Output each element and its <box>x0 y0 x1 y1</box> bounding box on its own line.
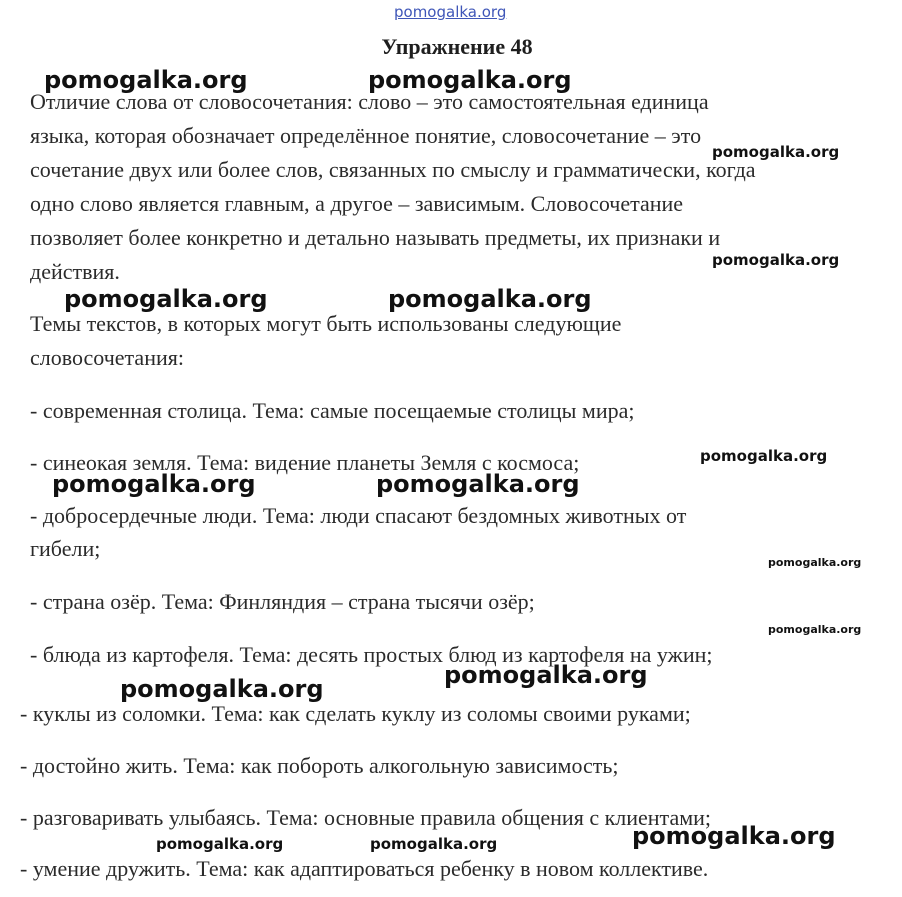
paragraph1-line-6: действия. <box>30 259 120 284</box>
list-item-7: - достойно жить. Тема: как побороть алкогольную зависимость; <box>20 753 619 778</box>
list-item-8: - разговаривать улыбаясь. Тема: основные правила общения с клиентами; <box>20 805 712 830</box>
watermark: pomogalka.org <box>712 143 840 161</box>
paragraph1-line-3: сочетание двух или более слов, связанных по смыслу и грамматически, когда <box>30 157 756 182</box>
list-item-4: - страна озёр. Тема: Финляндия – страна тысячи озёр; <box>30 589 535 614</box>
site-link[interactable]: pomogalka.org <box>394 3 507 21</box>
list-item-2: - синеокая земля. Тема: видение планеты Земля с космоса; <box>30 450 580 475</box>
watermark: pomogalka.org <box>156 835 284 853</box>
watermark: pomogalka.org <box>370 835 498 853</box>
paragraph2-line-1: Темы текстов, в которых могут быть использованы следующие <box>30 311 622 336</box>
watermark: pomogalka.org <box>120 675 324 703</box>
paragraph1-line-5: позволяет более конкретно и детально называть предметы, их признаки и <box>30 225 721 250</box>
list-item-3: - добросердечные люди. Тема: люди спасают бездомных животных от <box>30 503 687 528</box>
exercise-title: Упражнение 48 <box>381 34 533 59</box>
watermark: pomogalka.org <box>368 66 572 94</box>
watermark: pomogalka.org <box>700 447 828 465</box>
paragraph1-line-4: одно слово является главным, а другое – зависимым. Словосочетание <box>30 191 684 216</box>
paragraph1-line-1: Отличие слова от словосочетания: слово – это самостоятельная единица <box>30 89 709 114</box>
watermark: pomogalka.org <box>388 285 592 313</box>
list-item-6: - куклы из соломки. Тема: как сделать куклу из соломы своими руками; <box>20 701 691 726</box>
watermark: pomogalka.org <box>376 470 580 498</box>
paragraph2-line-2: словосочетания: <box>30 345 184 370</box>
watermark: pomogalka.org <box>64 285 268 313</box>
watermark: pomogalka.org <box>444 661 648 689</box>
watermark: pomogalka.org <box>768 556 862 569</box>
watermark: pomogalka.org <box>52 470 256 498</box>
watermark: pomogalka.org <box>712 251 840 269</box>
paragraph1-line-2: языка, которая обозначает определённое понятие, словосочетание – это <box>30 123 702 148</box>
list-item-1: - современная столица. Тема: самые посещаемые столицы мира; <box>30 398 635 423</box>
list-item-3-continued: гибели; <box>30 536 101 561</box>
watermark: pomogalka.org <box>768 623 862 636</box>
list-item-5: - блюда из картофеля. Тема: десять простых блюд из картофеля на ужин; <box>30 642 713 667</box>
watermark: pomogalka.org <box>632 822 836 850</box>
list-item-9: - умение дружить. Тема: как адаптироваться ребенку в новом коллективе. <box>20 856 709 881</box>
watermark: pomogalka.org <box>44 66 248 94</box>
